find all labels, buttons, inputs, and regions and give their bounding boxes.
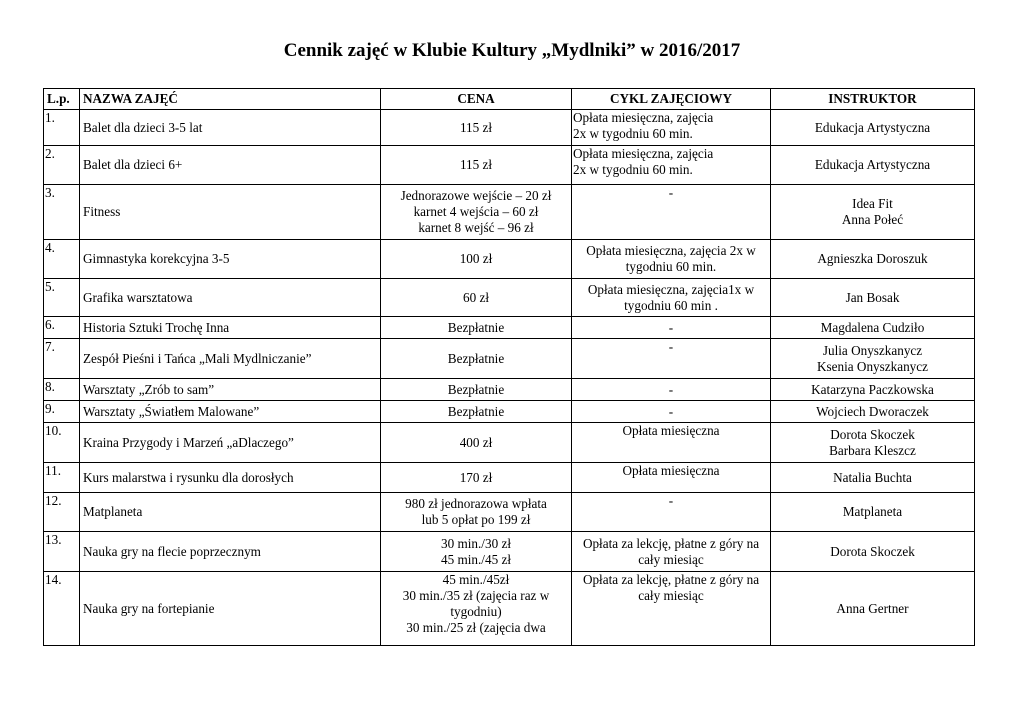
row-name: Balet dla dzieci 3-5 lat xyxy=(80,110,381,146)
row-instructor: Idea Fit Anna Połeć xyxy=(771,185,975,240)
row-name: Grafika warsztatowa xyxy=(80,279,381,317)
row-instructor: Wojciech Dworaczek xyxy=(771,401,975,423)
row-cycle: - xyxy=(572,401,771,423)
row-name: Zespół Pieśni i Tańca „Mali Mydlniczanie” xyxy=(80,339,381,379)
row-price: 980 zł jednorazowa wpłata lub 5 opłat po 199 zł xyxy=(381,493,572,532)
row-name: Kurs malarstwa i rysunku dla dorosłych xyxy=(80,463,381,493)
row-price: 30 min./30 zł 45 min./45 zł xyxy=(381,532,572,572)
row-cycle: Opłata miesięczna, zajęcia 2x w tygodniu 60 min. xyxy=(572,110,771,146)
row-name: Nauka gry na fortepianie xyxy=(80,572,381,646)
table-header-row xyxy=(44,89,975,110)
row-number: 7. xyxy=(44,339,80,379)
row-instructor: Jan Bosak xyxy=(771,279,975,317)
row-price: 115 zł xyxy=(381,110,572,146)
row-price: Bezpłatnie xyxy=(381,339,572,379)
row-number: 13. xyxy=(44,532,80,572)
table-row xyxy=(44,463,975,493)
table-row xyxy=(44,379,975,401)
table-row xyxy=(44,185,975,240)
row-price: 115 zł xyxy=(381,146,572,185)
row-cycle: - xyxy=(572,339,771,379)
row-instructor: Edukacja Artystyczna xyxy=(771,146,975,185)
row-price: 400 zł xyxy=(381,423,572,463)
row-name: Nauka gry na flecie poprzecznym xyxy=(80,532,381,572)
row-name: Matplaneta xyxy=(80,493,381,532)
table-row xyxy=(44,401,975,423)
row-price: 60 zł xyxy=(381,279,572,317)
row-instructor: Natalia Buchta xyxy=(771,463,975,493)
row-instructor: Dorota Skoczek Barbara Kleszcz xyxy=(771,423,975,463)
row-number: 5. xyxy=(44,279,80,317)
row-cycle: Opłata za lekcję, płatne z góry na cały miesiąc xyxy=(572,532,771,572)
row-instructor: Edukacja Artystyczna xyxy=(771,110,975,146)
row-number: 9. xyxy=(44,401,80,423)
row-price: Bezpłatnie xyxy=(381,401,572,423)
row-number: 12. xyxy=(44,493,80,532)
row-name: Fitness xyxy=(80,185,381,240)
table-row xyxy=(44,317,975,339)
table-row xyxy=(44,279,975,317)
row-name: Balet dla dzieci 6+ xyxy=(80,146,381,185)
row-number: 14. xyxy=(44,572,80,646)
row-instructor: Katarzyna Paczkowska xyxy=(771,379,975,401)
table-row xyxy=(44,110,975,146)
row-price: 45 min./45zł 30 min./35 zł (zajęcia raz w tygodniu) 30 min./25 zł (zajęcia dwa xyxy=(381,572,572,646)
row-cycle: - xyxy=(572,185,771,240)
row-name: Warsztaty „Zrób to sam” xyxy=(80,379,381,401)
row-name: Warsztaty „Światłem Malowane” xyxy=(80,401,381,423)
header-instructor: INSTRUKTOR xyxy=(771,89,975,110)
row-cycle: Opłata miesięczna xyxy=(572,463,771,493)
row-price: Bezpłatnie xyxy=(381,317,572,339)
row-number: 8. xyxy=(44,379,80,401)
price-table xyxy=(43,88,975,646)
row-instructor: Matplaneta xyxy=(771,493,975,532)
row-instructor: Dorota Skoczek xyxy=(771,532,975,572)
row-cycle: - xyxy=(572,317,771,339)
header-cycle: CYKL ZAJĘCIOWY xyxy=(572,89,771,110)
row-number: 6. xyxy=(44,317,80,339)
row-instructor: Agnieszka Doroszuk xyxy=(771,240,975,279)
row-instructor: Julia Onyszkanycz Ksenia Onyszkanycz xyxy=(771,339,975,379)
row-number: 10. xyxy=(44,423,80,463)
row-price: Bezpłatnie xyxy=(381,379,572,401)
table-row xyxy=(44,240,975,279)
row-cycle: Opłata za lekcję, płatne z góry na cały miesiąc xyxy=(572,572,771,646)
row-price: Jednorazowe wejście – 20 zł karnet 4 wejścia – 60 zł karnet 8 wejść – 96 zł xyxy=(381,185,572,240)
table-row xyxy=(44,532,975,572)
row-cycle: Opłata miesięczna, zajęcia 2x w tygodniu 60 min. xyxy=(572,146,771,185)
row-number: 3. xyxy=(44,185,80,240)
row-cycle: - xyxy=(572,493,771,532)
table-row xyxy=(44,339,975,379)
header-price: CENA xyxy=(381,89,572,110)
header-lp: L.p. xyxy=(44,89,80,110)
table-row xyxy=(44,423,975,463)
row-instructor: Anna Gertner xyxy=(771,572,975,646)
row-price: 170 zł xyxy=(381,463,572,493)
row-cycle: Opłata miesięczna, zajęcia1x w tygodniu 60 min . xyxy=(572,279,771,317)
row-instructor: Magdalena Cudziło xyxy=(771,317,975,339)
row-price: 100 zł xyxy=(381,240,572,279)
row-name: Kraina Przygody i Marzeń „aDlaczego” xyxy=(80,423,381,463)
row-cycle: - xyxy=(572,379,771,401)
page-title: Cennik zajęć w Klubie Kultury „Mydlniki” w 2016/2017 xyxy=(283,40,741,61)
table-row xyxy=(44,493,975,532)
header-name: NAZWA ZAJĘĆ xyxy=(80,89,381,110)
row-cycle: Opłata miesięczna xyxy=(572,423,771,463)
row-cycle: Opłata miesięczna, zajęcia 2x w tygodniu 60 min. xyxy=(572,240,771,279)
row-number: 2. xyxy=(44,146,80,185)
table-row xyxy=(44,146,975,185)
row-number: 1. xyxy=(44,110,80,146)
row-number: 11. xyxy=(44,463,80,493)
row-number: 4. xyxy=(44,240,80,279)
row-name: Gimnastyka korekcyjna 3-5 xyxy=(80,240,381,279)
table-row xyxy=(44,572,975,646)
row-name: Historia Sztuki Trochę Inna xyxy=(80,317,381,339)
